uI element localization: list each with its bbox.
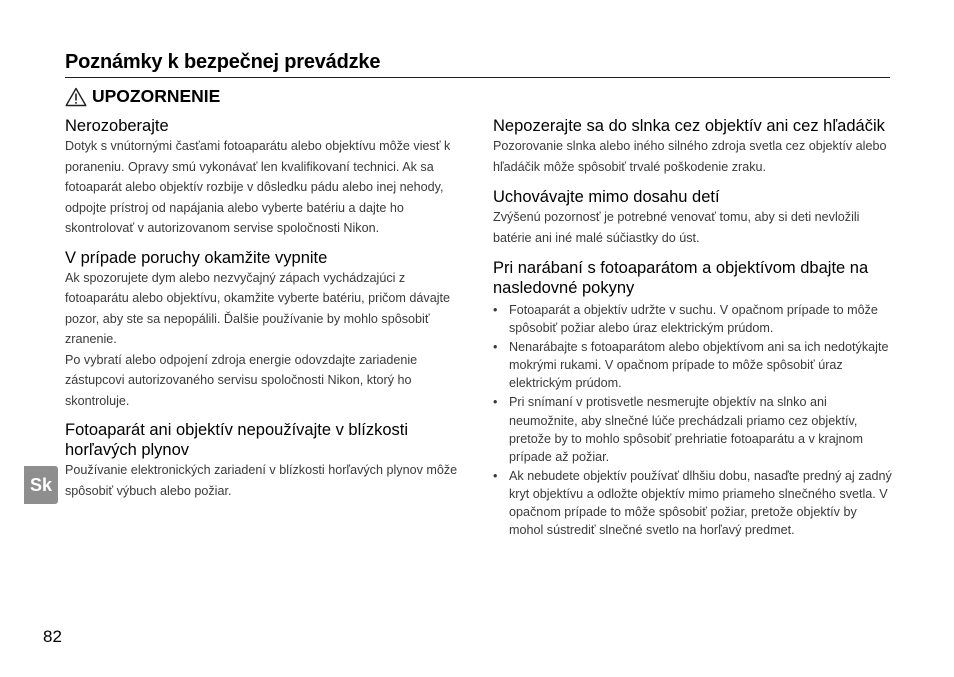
section-heading: Fotoaparát ani objektív nepoužívajte v blízkosti horľavých plynov [65, 421, 409, 459]
language-tab-label: Sk [29, 474, 53, 495]
list-item-text: Nenarábajte s fotoaparátom alebo objektívom ani sa ich nedotýkajte mokrými rukami. V opačnom prípade to môže spôsobiť úraz elektrickým prúdom. [509, 340, 889, 391]
bullet-icon: • [493, 340, 498, 355]
section-children [493, 187, 893, 248]
list-item-text: Ak nebudete objektív používať dlhšiu dobu, nasaďte predný aj zadný kryt objektívu a odložte objektív mimo priameho slnečného svetla. V opačnom prípade to môže spôsobiť požiar, pretože objektív by mohol sústrediť slnečné svetlo na horľavý predmet. [509, 468, 892, 538]
title-rule [65, 77, 890, 78]
section-body: Zvýšenú pozornosť je potrebné venovať tomu, aby si deti nevložili batérie ani iné malé súčiastky do úst. [493, 210, 860, 245]
warning-label: UPOZORNENIE [92, 86, 221, 106]
section-body: Dotyk s vnútornými časťami fotoaparátu alebo objektívu môže viesť k poraneniu. Opravy smú vykonávať len kvalifikovaní technici. Ak sa fotoaparát alebo objektív rozbije v dôsledku pádu alebo inej nehody, odpojte prístroj od napájania alebo vyberte batériu a dajte ho skontrolovať v autorizovanom servise spoločnosti Nikon. [65, 139, 451, 235]
section-heading: Nepozerajte sa do slnka cez objektív ani cez hľadáčik [493, 117, 885, 135]
bullet-icon: • [493, 303, 498, 317]
section-sun-viewfinder [493, 116, 893, 177]
section-body: Používanie elektronických zariadení v blízkosti horľavých plynov môže spôsobiť výbuch alebo požiar. [65, 463, 458, 498]
list-item-text: Fotoaparát a objektív udržte v suchu. V opačnom prípade to môže spôsobiť požiar alebo úraz elektrickým prúdom. [509, 303, 878, 336]
section-flammable-gas [65, 420, 465, 501]
section-heading: Uchovávajte mimo dosahu detí [493, 188, 720, 206]
language-tab [24, 466, 58, 504]
section-body-continued: Po vybratí alebo odpojení zdroja energie odovzdajte zariadenie zástupcovi autorizovaného servisu spoločnosti Nikon, ktorý ho skontroluje. [65, 352, 418, 408]
list-item [493, 467, 893, 539]
left-column [65, 116, 465, 510]
list-item-text: Pri snímaní v protisvetle nesmerujte objektív na slnko ani neumožnite, aby slnečné lúče prechádzali priamo cez objektív, pretože by to mohlo spôsobiť prehriatie fotoaparátu a v krajnom prípade až požiar. [509, 395, 864, 464]
section-do-not-disassemble [65, 116, 465, 239]
section-heading: V prípade poruchy okamžite vypnite [65, 248, 328, 267]
page-number: 82 [43, 627, 62, 646]
section-malfunction-turn-off [65, 248, 465, 412]
list-item [493, 338, 893, 392]
page-title: Poznámky k bezpečnej prevádzke [65, 51, 381, 73]
list-item [493, 301, 893, 337]
list-item [493, 393, 893, 465]
bullet-icon: • [493, 395, 498, 410]
section-heading: Nerozoberajte [65, 117, 169, 135]
instruction-list [493, 301, 893, 539]
section-handling-instructions [493, 258, 893, 539]
warning-triangle-icon [65, 87, 87, 107]
section-body: Pozorovanie slnka alebo iného silného zdroja svetla cez objektív alebo hľadáčik môže spôsobiť trvalé poškodenie zraku. [493, 139, 887, 174]
section-body: Ak spozorujete dym alebo nezvyčajný zápach vychádzajúci z fotoaparátu alebo objektívu, okamžite vyberte batériu, pričom dávajte pozor, aby ste sa nepopálili. Ďalšie používanie by mohlo spôsobiť zranenie. [65, 270, 451, 346]
right-column [493, 116, 893, 549]
warning-heading [65, 86, 220, 107]
section-heading: Pri narábaní s fotoaparátom a objektívom dbajte na nasledovné pokyny [493, 259, 869, 297]
bullet-icon: • [493, 468, 498, 483]
